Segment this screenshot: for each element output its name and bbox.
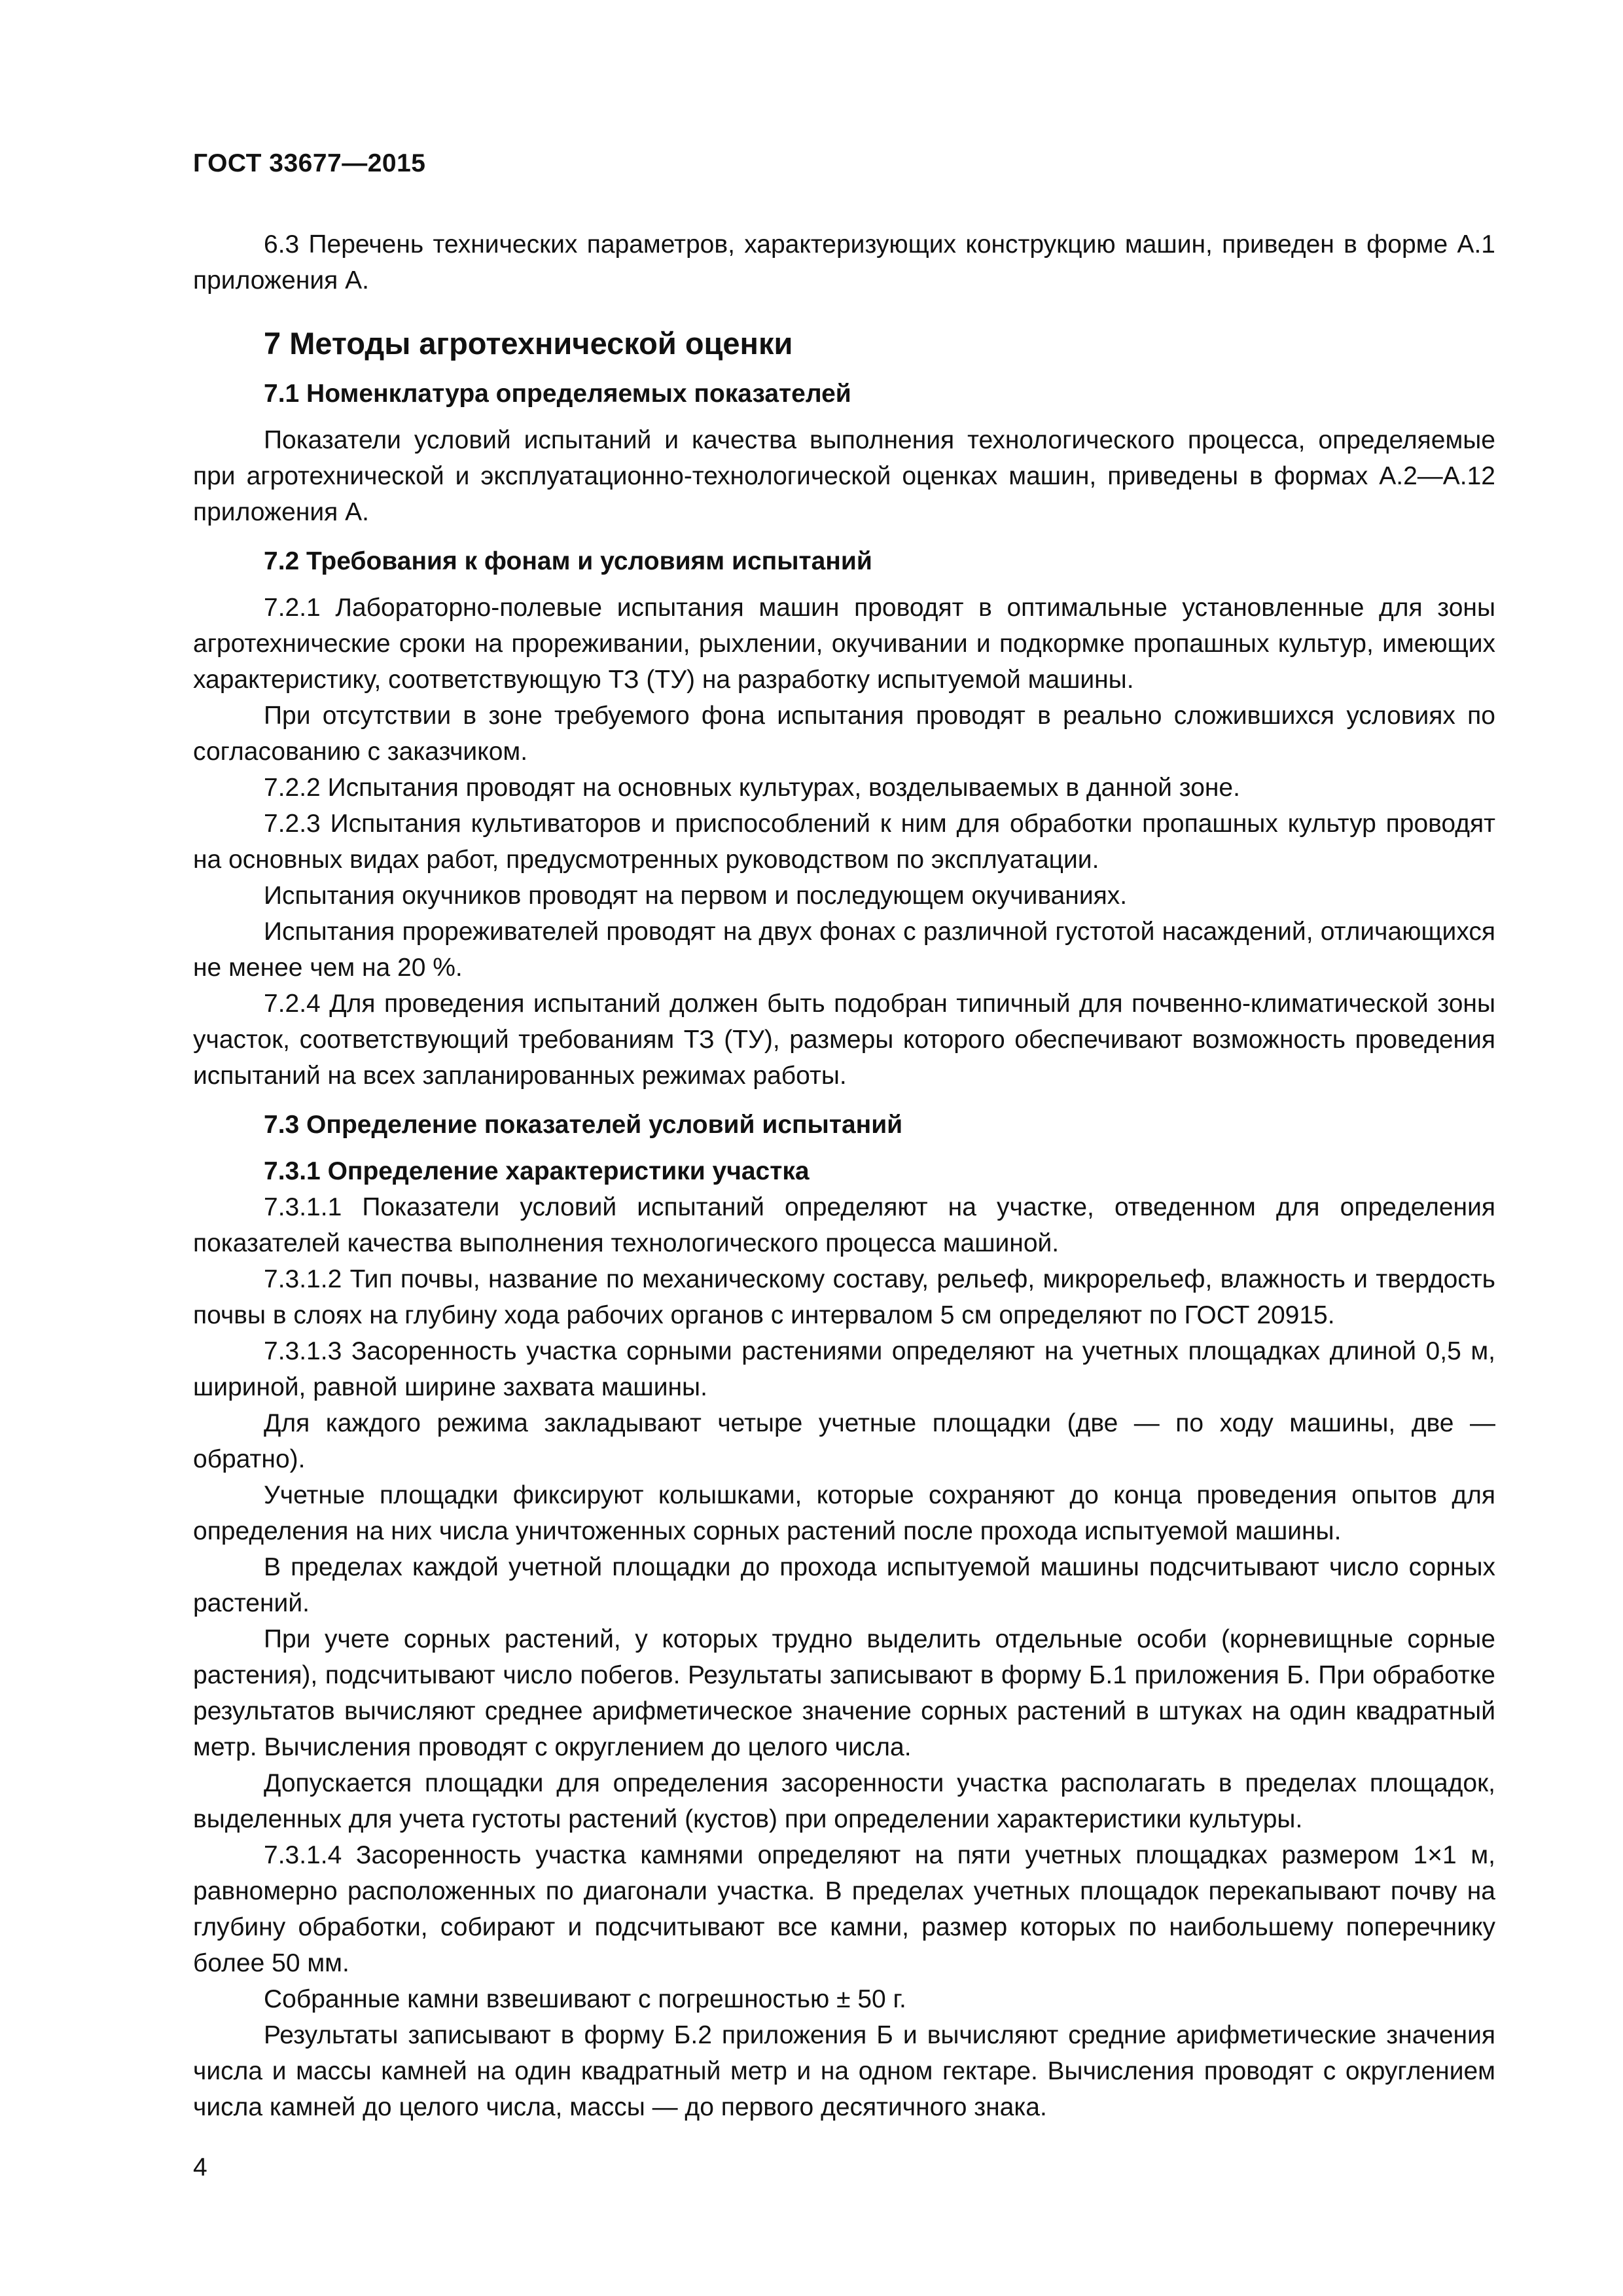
paragraph-6-3: 6.3 Перечень технических параметров, характеризующих конструкцию машин, приведен в форме А.1 приложения А. [193, 230, 1495, 295]
section-heading-7: 7 Методы агротехнической оценки [264, 326, 793, 361]
subsection-heading-7-1: 7.1 Номенклатура определяемых показателей [264, 380, 851, 408]
paragraph-7-3-1-1: 7.3.1.1 Показатели условий испытаний определяют на участке, отведенном для определения показателей качества выполнения технологического процесса машиной. [193, 1193, 1495, 1257]
paragraph-7-2-4: 7.2.4 Для проведения испытаний должен быть подобран типичный для почвенно-климатической зоны участок, соответствующий требованиям ТЗ (ТУ), размеры которого обеспечивают возможность проведения испытаний на всех запланированных режимах работы. [193, 990, 1495, 1090]
paragraph-7-2-2: 7.2.2 Испытания проводят на основных культурах, возделываемых в данной зоне. [264, 774, 1240, 802]
paragraph-7-3-1-3: 7.3.1.3 Засоренность участка сорными растениями определяют на учетных площадках длиной 0,5 м, шириной, равной ширине захвата машины. [193, 1337, 1495, 1401]
subsection-heading-7-3-1: 7.3.1 Определение характеристики участка [264, 1157, 810, 1185]
paragraph-7-2-3-b: Испытания окучников проводят на первом и последующем окучиваниях. [264, 882, 1128, 910]
paragraph-7-2-1-b: При отсутствии в зоне требуемого фона испытания проводят в реально сложившихся условиях по согласованию с заказчиком. [193, 702, 1495, 766]
page-number: 4 [193, 2153, 207, 2181]
document-code-header: ГОСТ 33677—2015 [193, 149, 426, 177]
paragraph-7-2-1: 7.2.1 Лабораторно-полевые испытания машин проводят в оптимальные установленные для зоны агротехнические сроки на прореживании, рыхлении, окучивании и подкормке пропашных культур, имеющих характеристику, соответствующую ТЗ (ТУ) на разработку испытуемой машины. [193, 594, 1495, 694]
paragraph-7-3-1-3-e: При учете сорных растений, у которых трудно выделить отдельные особи (корневищные сорные растения), подсчитывают число побегов. Результаты записывают в форму Б.1 приложения Б. При обработке результатов вычисляют среднее арифметическое значение сорных растений в штуках на один квадратный метр. Вычисления проводят с округлением до целого числа. [193, 1625, 1495, 1761]
paragraph-7-1: Показатели условий испытаний и качества выполнения технологического процесса, определяемые при агротехнической и эксплуатационно-технологической оценках машин, приведены в формах А.2—А.12 приложения А. [193, 426, 1495, 526]
paragraph-7-3-1-2: 7.3.1.2 Тип почвы, название по механическому составу, рельеф, микрорельеф, влажность и твердость почвы в слоях на глубину хода рабочих органов с интервалом 5 см определяют по ГОСТ 20915. [193, 1265, 1495, 1329]
paragraph-7-2-3-c: Испытания прореживателей проводят на двух фонах с различной густотой насаждений, отличающихся не менее чем на 20 %. [193, 918, 1495, 982]
paragraph-7-3-1-4-c: Результаты записывают в форму Б.2 приложения Б и вычисляют средние арифметические значения числа и массы камней на один квадратный метр и на одном гектаре. Вычисления проводят с округлением числа камней до целого числа, массы — до первого десятичного знака. [193, 2021, 1495, 2121]
document-body [193, 226, 1495, 2125]
paragraph-7-3-1-3-f: Допускается площадки для определения засоренности участка располагать в пределах площадок, выделенных для учета густоты растений (кустов) при определении характеристики культуры. [193, 1769, 1495, 1833]
paragraph-7-2-3: 7.2.3 Испытания культиваторов и приспособлений к ним для обработки пропашных культур проводят на основных видах работ, предусмотренных руководством по эксплуатации. [193, 810, 1495, 874]
paragraph-7-3-1-3-c: Учетные площадки фиксируют колышками, которые сохраняют до конца проведения опытов для определения на них числа уничтоженных сорных растений после прохода испытуемой машины. [193, 1481, 1495, 1545]
subsection-heading-7-3: 7.3 Определение показателей условий испытаний [264, 1111, 903, 1139]
paragraph-7-3-1-4-b: Собранные камни взвешивают с погрешностью ± 50 г. [264, 1985, 906, 2013]
paragraph-7-3-1-3-d: В пределах каждой учетной площадки до прохода испытуемой машины подсчитывают число сорных растений. [193, 1553, 1495, 1617]
paragraph-7-3-1-4: 7.3.1.4 Засоренность участка камнями определяют на пяти учетных площадках размером 1×1 м, равномерно расположенных по диагонали участка. В пределах учетных площадок перекапывают почву на глубину обработки, собирают и подсчитывают все камни, размер которых по наибольшему поперечнику более 50 мм. [193, 1841, 1495, 1977]
paragraph-7-3-1-3-b: Для каждого режима закладывают четыре учетные площадки (две — по ходу машины, две — обратно). [193, 1409, 1495, 1473]
subsection-heading-7-2: 7.2 Требования к фонам и условиям испытаний [264, 547, 872, 575]
